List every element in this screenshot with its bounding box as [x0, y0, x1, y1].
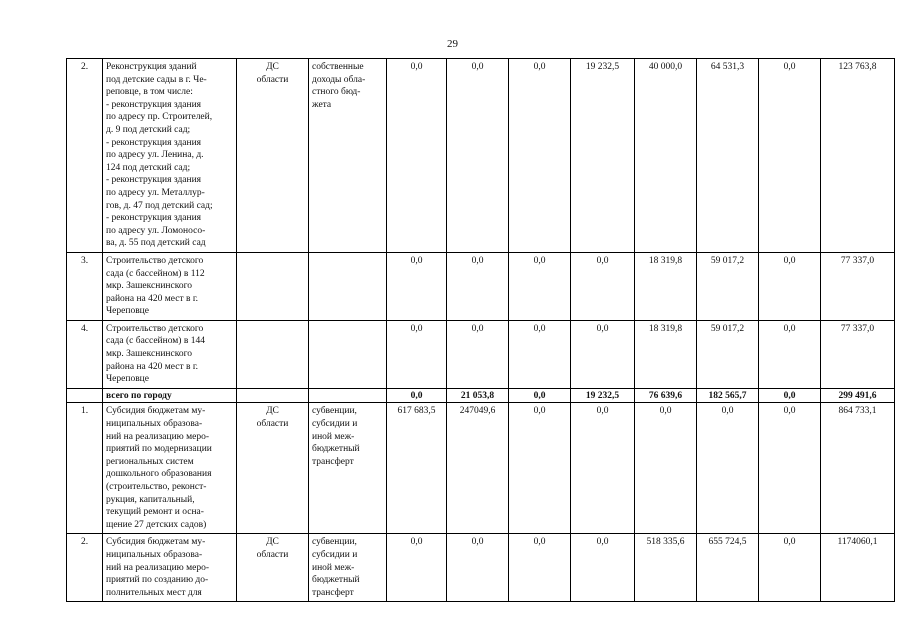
- value-cell: 76 639,6: [635, 388, 697, 403]
- value-cell: 64 531,3: [697, 59, 759, 253]
- value-cell: 59 017,2: [697, 320, 759, 388]
- value-cell: 19 232,5: [571, 388, 635, 403]
- table-row: [67, 320, 895, 388]
- total-cell: 77 337,0: [821, 320, 895, 388]
- value-cell: 0,0: [387, 388, 447, 403]
- value-cell: 0,0: [571, 252, 635, 320]
- table-row: [67, 534, 895, 602]
- executor: ДС области: [237, 534, 309, 602]
- total-cell: 299 491,6: [821, 388, 895, 403]
- value-cell: 0,0: [759, 59, 821, 253]
- value-cell: 40 000,0: [635, 59, 697, 253]
- total-cell: 1174060,1: [821, 534, 895, 602]
- funding-source: субвенции, субсидии и иной меж- бюджетный трансферт: [309, 534, 387, 602]
- value-cell: 0,0: [759, 320, 821, 388]
- funding-source: субвенции, субсидии и иной меж- бюджетный трансферт: [309, 403, 387, 534]
- measure-name: Строительство детского сада (с бассейном) в 112 мкр. Зашекснинского района на 420 мест в г. Череповце: [103, 252, 237, 320]
- value-cell: 0,0: [759, 403, 821, 534]
- value-cell: 0,0: [447, 59, 509, 253]
- total-cell: 123 763,8: [821, 59, 895, 253]
- row-number: 4.: [67, 320, 103, 388]
- value-cell: 247049,6: [447, 403, 509, 534]
- row-number: 2.: [67, 534, 103, 602]
- value-cell: 0,0: [387, 320, 447, 388]
- budget-table: [66, 58, 895, 602]
- funding-source: [309, 252, 387, 320]
- subtotal-label: всего по городу: [103, 388, 237, 403]
- executor: ДС области: [237, 59, 309, 253]
- value-cell: 0,0: [697, 403, 759, 534]
- value-cell: 18 319,8: [635, 320, 697, 388]
- executor: [237, 320, 309, 388]
- value-cell: 0,0: [387, 252, 447, 320]
- value-cell: 0,0: [387, 59, 447, 253]
- table-row: [67, 59, 895, 253]
- row-number: [67, 388, 103, 403]
- row-number: 2.: [67, 59, 103, 253]
- value-cell: 0,0: [447, 252, 509, 320]
- funding-source: [309, 320, 387, 388]
- value-cell: 0,0: [447, 320, 509, 388]
- measure-name: Субсидия бюджетам му- ниципальных образова- ний на реализацию меро- приятий по созданию до- полнительных мест для: [103, 534, 237, 602]
- value-cell: 0,0: [571, 320, 635, 388]
- value-cell: 19 232,5: [571, 59, 635, 253]
- value-cell: 0,0: [509, 59, 571, 253]
- value-cell: 0,0: [759, 388, 821, 403]
- value-cell: 0,0: [387, 534, 447, 602]
- value-cell: 617 683,5: [387, 403, 447, 534]
- total-cell: 864 733,1: [821, 403, 895, 534]
- value-cell: 0,0: [509, 388, 571, 403]
- value-cell: 518 335,6: [635, 534, 697, 602]
- total-cell: 77 337,0: [821, 252, 895, 320]
- value-cell: 655 724,5: [697, 534, 759, 602]
- measure-name: Субсидия бюджетам му- ниципальных образова- ний на реализацию меро- приятий по модернизации региональных систем дошкольного образования (строительство, реконст- рукция, капитальный, текущий ремонт и осна- щение 27 детских садов): [103, 403, 237, 534]
- value-cell: 0,0: [571, 403, 635, 534]
- value-cell: 21 053,8: [447, 388, 509, 403]
- value-cell: 0,0: [571, 534, 635, 602]
- executor: ДС области: [237, 403, 309, 534]
- value-cell: 18 319,8: [635, 252, 697, 320]
- value-cell: 59 017,2: [697, 252, 759, 320]
- funding-source: [309, 388, 387, 403]
- executor: [237, 388, 309, 403]
- page-number: 29: [447, 38, 458, 50]
- measure-name: Строительство детского сада (с бассейном) в 144 мкр. Зашекснинского района на 420 мест в г. Череповце: [103, 320, 237, 388]
- row-number: 3.: [67, 252, 103, 320]
- table-row: [67, 403, 895, 534]
- funding-source: собственные доходы обла- стного бюд- жета: [309, 59, 387, 253]
- value-cell: 0,0: [509, 320, 571, 388]
- value-cell: 0,0: [759, 534, 821, 602]
- executor: [237, 252, 309, 320]
- row-number: 1.: [67, 403, 103, 534]
- value-cell: 182 565,7: [697, 388, 759, 403]
- subtotal-row: [67, 388, 895, 403]
- value-cell: 0,0: [759, 252, 821, 320]
- table-row: [67, 252, 895, 320]
- value-cell: 0,0: [509, 534, 571, 602]
- value-cell: 0,0: [635, 403, 697, 534]
- value-cell: 0,0: [509, 403, 571, 534]
- value-cell: 0,0: [447, 534, 509, 602]
- measure-name: Реконструкция зданий под детские сады в г. Че- реповце, в том числе: - реконструкция здания по адресу пр. Строителей, д. 9 под детский сад; - реконструкция здания по адресу ул. Ленина, д. 124 под детский сад; - реконструкция здания по адресу ул. Металлур- гов, д. 47 под детский сад; - реконструкция здания по адресу ул. Ломоносо- ва, д. 55 под детский сад: [103, 59, 237, 253]
- value-cell: 0,0: [509, 252, 571, 320]
